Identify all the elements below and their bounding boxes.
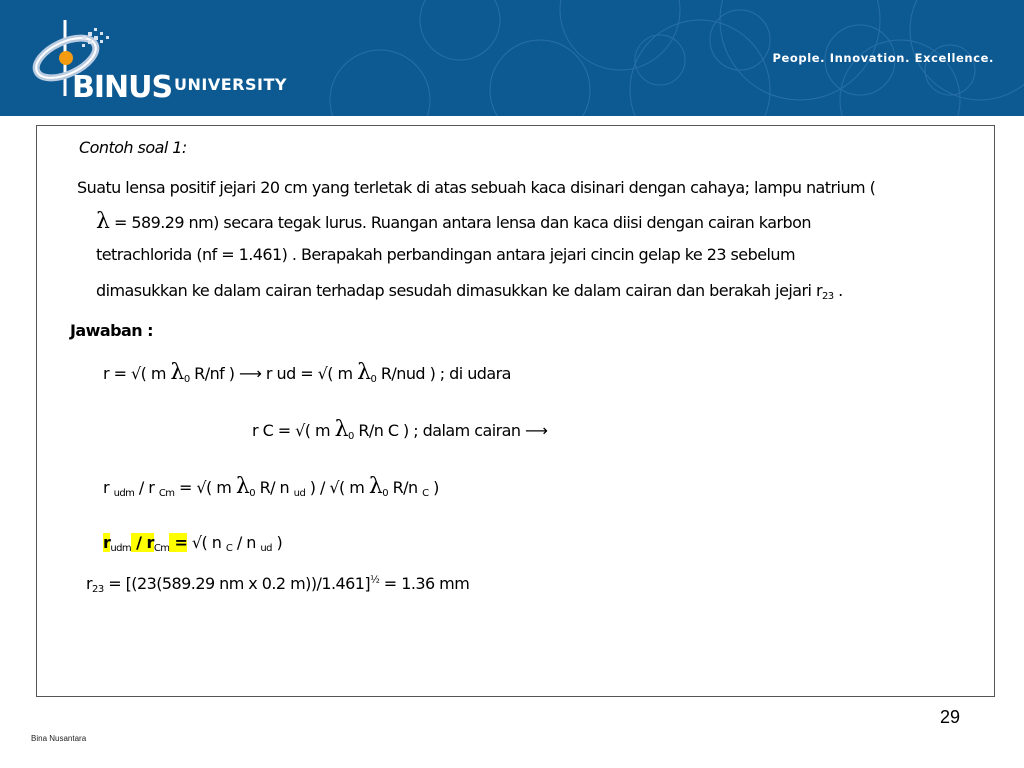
equation-1: r = √( m $\lambda_0$ R/nf ) ⟶ r ud = √( m $\lambda_0$ R/nud ) ; di udara [103,360,511,385]
example-title: Contoh soal 1: [79,138,187,157]
lambda-symbol: λ [96,209,110,234]
problem-line-4: dimasukkan ke dalam cairan terhadap sesudah dimasukkan ke dalam cairan dan berakah jejari $r_{23}$ . [96,281,843,302]
equation-5-result: $r_{23} = [(23(589.29$ nm x 0.2 m))/1.461]$^{\frac{1}{2}}$ = 1.36 mm [86,574,470,595]
footer-institution: Bina Nusantara [31,734,87,743]
logo-brand-text: BINUS [72,70,173,105]
problem-line-1: Suatu lensa positif jejari 20 cm yang terletak di atas sebuah kaca disinari dengan cahaya; lampu natrium ( [77,178,876,197]
page-number: 29 [940,707,961,727]
equation-2: r C = √( m $\lambda_0$ R/n C ) ; dalam cairan ⟶ [252,417,548,442]
answer-label: Jawaban : [70,321,153,340]
slide-header [0,0,1024,116]
equation-3: r $_{udm}$ / r $_{Cm}$ = √( m $\lambda_0$ R/ n $_{ud}$ ) / √( m $\lambda_0$ R/n $_C$ ) [103,474,439,499]
problem-line-2: λ = 589.29 nm) secara tegak lurus. Ruangan antara lensa dan kaca diisi dengan cairan karbon [96,209,811,234]
header-tagline: People. Innovation. Excellence. [772,51,994,65]
binus-logo [20,18,310,104]
equation-4-highlighted: $r_{udm} / r_{Cm}$ = √( n $_C$ / n $_{ud}$ ) [103,533,283,554]
problem-line-3: tetrachlorida (nf = 1.461) . Berapakah perbandingan antara jejari cincin gelap ke 23 sebelum [96,245,796,264]
logo-university-text: UNIVERSITY [174,75,287,94]
